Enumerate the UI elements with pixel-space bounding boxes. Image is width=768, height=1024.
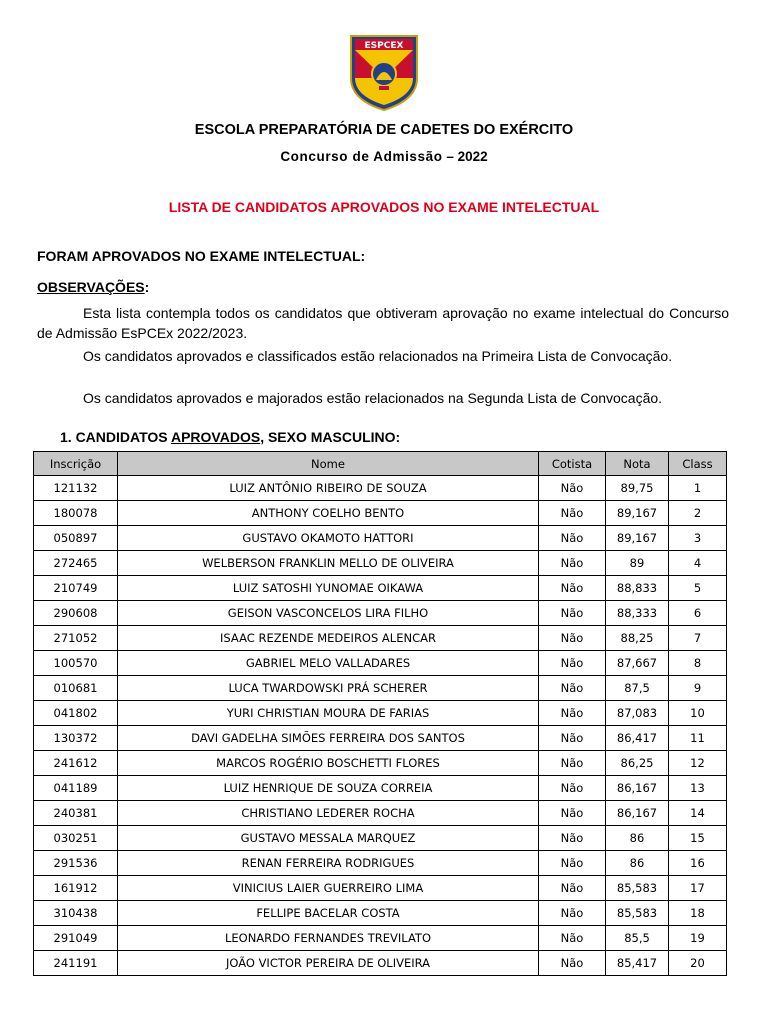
cell-nota: 86,25 xyxy=(606,751,669,776)
table-row xyxy=(34,651,727,676)
cell-nome: VINICIUS LAIER GUERREIRO LIMA xyxy=(118,876,539,901)
col-header-inscricao: Inscrição xyxy=(34,452,118,476)
cell-inscricao: 241612 xyxy=(34,751,118,776)
cell-class: 4 xyxy=(669,551,727,576)
table-row xyxy=(34,876,727,901)
col-header-nome: Nome xyxy=(118,452,539,476)
contest-year: – 2022 xyxy=(446,149,488,164)
cell-class: 12 xyxy=(669,751,727,776)
observation-paragraph xyxy=(37,346,729,366)
cell-cotista: Não xyxy=(539,576,606,601)
cell-cotista: Não xyxy=(539,526,606,551)
emblem-text: ESPCEX xyxy=(364,41,404,51)
table-row xyxy=(34,601,727,626)
cell-class: 19 xyxy=(669,926,727,951)
cell-nome: LUIZ HENRIQUE DE SOUZA CORREIA xyxy=(118,776,539,801)
cell-cotista: Não xyxy=(539,751,606,776)
cell-class: 2 xyxy=(669,501,727,526)
cell-class: 9 xyxy=(669,676,727,701)
cell-nome: RENAN FERREIRA RODRIGUES xyxy=(118,851,539,876)
table-row xyxy=(34,626,727,651)
cell-nota: 85,583 xyxy=(606,901,669,926)
observation-text: Os candidatos aprovados e majorados estão relacionados na Segunda Lista de Convocação. xyxy=(83,390,663,406)
cell-class: 14 xyxy=(669,801,727,826)
table-row xyxy=(34,751,727,776)
table-row xyxy=(34,801,727,826)
cell-cotista: Não xyxy=(539,801,606,826)
cell-inscricao: 100570 xyxy=(34,651,118,676)
cell-class: 15 xyxy=(669,826,727,851)
cell-cotista: Não xyxy=(539,476,606,501)
cell-nome: GABRIEL MELO VALLADARES xyxy=(118,651,539,676)
table-row xyxy=(34,501,727,526)
cell-class: 7 xyxy=(669,626,727,651)
cell-nota: 88,25 xyxy=(606,626,669,651)
observations-label: OBSERVAÇÕES xyxy=(37,279,145,295)
cell-inscricao: 010681 xyxy=(34,676,118,701)
cell-nome: DAVI GADELHA SIMÕES FERREIRA DOS SANTOS xyxy=(118,726,539,751)
cell-inscricao: 161912 xyxy=(34,876,118,901)
cell-nota: 87,5 xyxy=(606,676,669,701)
col-header-class: Class xyxy=(669,452,727,476)
cell-class: 13 xyxy=(669,776,727,801)
cell-class: 17 xyxy=(669,876,727,901)
cell-cotista: Não xyxy=(539,876,606,901)
cell-inscricao: 272465 xyxy=(34,551,118,576)
cell-nota: 86,167 xyxy=(606,801,669,826)
cell-nota: 85,583 xyxy=(606,876,669,901)
cell-inscricao: 241191 xyxy=(34,951,118,976)
cell-nota: 88,833 xyxy=(606,576,669,601)
table-row xyxy=(34,526,727,551)
cell-cotista: Não xyxy=(539,701,606,726)
cell-class: 10 xyxy=(669,701,727,726)
table-row xyxy=(34,701,727,726)
approved-heading: FORAM APROVADOS NO EXAME INTELECTUAL: xyxy=(37,248,366,264)
observations-title xyxy=(37,279,149,295)
cell-nome: GUSTAVO MESSALA MARQUEZ xyxy=(118,826,539,851)
cell-nome: JOÃO VICTOR PEREIRA DE OLIVEIRA xyxy=(118,951,539,976)
cell-cotista: Não xyxy=(539,951,606,976)
espcex-emblem-icon xyxy=(349,34,419,112)
cell-nome: FELLIPE BACELAR COSTA xyxy=(118,901,539,926)
cell-cotista: Não xyxy=(539,626,606,651)
candidates-table xyxy=(33,451,727,976)
section-suffix: , SEXO MASCULINO: xyxy=(260,429,401,445)
table-row xyxy=(34,926,727,951)
cell-nota: 89,167 xyxy=(606,501,669,526)
cell-nota: 86 xyxy=(606,826,669,851)
cell-cotista: Não xyxy=(539,501,606,526)
cell-nota: 86,417 xyxy=(606,726,669,751)
table-row xyxy=(34,826,727,851)
cell-class: 6 xyxy=(669,601,727,626)
cell-class: 5 xyxy=(669,576,727,601)
cell-inscricao: 041802 xyxy=(34,701,118,726)
cell-nota: 86,167 xyxy=(606,776,669,801)
cell-cotista: Não xyxy=(539,851,606,876)
table-row xyxy=(34,901,727,926)
cell-inscricao: 210749 xyxy=(34,576,118,601)
cell-nota: 85,5 xyxy=(606,926,669,951)
cell-nota: 89 xyxy=(606,551,669,576)
cell-inscricao: 271052 xyxy=(34,626,118,651)
school-name: ESCOLA PREPARATÓRIA DE CADETES DO EXÉRCITO xyxy=(194,122,574,138)
cell-class: 20 xyxy=(669,951,727,976)
cell-nome: GUSTAVO OKAMOTO HATTORI xyxy=(118,526,539,551)
table-row xyxy=(34,476,727,501)
cell-inscricao: 121132 xyxy=(34,476,118,501)
cell-inscricao: 130372 xyxy=(34,726,118,751)
cell-cotista: Não xyxy=(539,551,606,576)
cell-class: 8 xyxy=(669,651,727,676)
cell-cotista: Não xyxy=(539,676,606,701)
cell-nome: MARCOS ROGÉRIO BOSCHETTI FLORES xyxy=(118,751,539,776)
cell-inscricao: 030251 xyxy=(34,826,118,851)
section-underlined: APROVADOS xyxy=(170,429,261,445)
cell-nome: GEISON VASCONCELOS LIRA FILHO xyxy=(118,601,539,626)
cell-cotista: Não xyxy=(539,651,606,676)
col-header-cotista: Cotista xyxy=(539,452,606,476)
cell-nome: ANTHONY COELHO BENTO xyxy=(118,501,539,526)
table-row xyxy=(34,851,727,876)
cell-class: 11 xyxy=(669,726,727,751)
cell-class: 3 xyxy=(669,526,727,551)
cell-inscricao: 310438 xyxy=(34,901,118,926)
table-row xyxy=(34,776,727,801)
cell-inscricao: 240381 xyxy=(34,801,118,826)
section-prefix: 1. CANDIDATOS xyxy=(60,429,171,445)
cell-inscricao: 050897 xyxy=(34,526,118,551)
cell-nome: LUIZ SATOSHI YUNOMAE OIKAWA xyxy=(118,576,539,601)
table-row xyxy=(34,676,727,701)
cell-cotista: Não xyxy=(539,826,606,851)
cell-nome: CHRISTIANO LEDERER ROCHA xyxy=(118,801,539,826)
cell-nota: 89,75 xyxy=(606,476,669,501)
cell-cotista: Não xyxy=(539,926,606,951)
cell-nome: LEONARDO FERNANDES TREVILATO xyxy=(118,926,539,951)
cell-inscricao: 041189 xyxy=(34,776,118,801)
cell-nota: 89,167 xyxy=(606,526,669,551)
observation-paragraph xyxy=(37,388,729,408)
cell-class: 16 xyxy=(669,851,727,876)
table-row xyxy=(34,951,727,976)
contest-title xyxy=(0,149,768,164)
observations-colon: : xyxy=(144,279,150,295)
cell-nota: 86 xyxy=(606,851,669,876)
cell-inscricao: 291049 xyxy=(34,926,118,951)
cell-nota: 87,667 xyxy=(606,651,669,676)
cell-nome: ISAAC REZENDE MEDEIROS ALENCAR xyxy=(118,626,539,651)
list-title: LISTA DE CANDIDATOS APROVADOS NO EXAME INTELECTUAL xyxy=(168,199,600,215)
section-heading xyxy=(60,429,400,445)
col-header-nota: Nota xyxy=(606,452,669,476)
observation-paragraph xyxy=(37,303,729,343)
table-row xyxy=(34,576,727,601)
cell-cotista: Não xyxy=(539,901,606,926)
cell-nome: YURI CHRISTIAN MOURA DE FARIAS xyxy=(118,701,539,726)
observation-text: Os candidatos aprovados e classificados estão relacionados na Primeira Lista de Convocação. xyxy=(83,348,673,364)
cell-nome: LUIZ ANTÔNIO RIBEIRO DE SOUZA xyxy=(118,476,539,501)
cell-inscricao: 291536 xyxy=(34,851,118,876)
table-header-row xyxy=(34,452,727,476)
table-row xyxy=(34,551,727,576)
cell-inscricao: 180078 xyxy=(34,501,118,526)
observation-text: Esta lista contempla todos os candidatos que obtiveram aprovação no exame intelectual do Concurso de Admissão EsPCEx 2022/2023. xyxy=(37,305,729,341)
cell-inscricao: 290608 xyxy=(34,601,118,626)
cell-nota: 88,333 xyxy=(606,601,669,626)
contest-label: Concurso de Admissão xyxy=(280,149,443,164)
table-row xyxy=(34,726,727,751)
cell-cotista: Não xyxy=(539,726,606,751)
cell-nota: 87,083 xyxy=(606,701,669,726)
cell-cotista: Não xyxy=(539,776,606,801)
cell-cotista: Não xyxy=(539,601,606,626)
cell-class: 18 xyxy=(669,901,727,926)
cell-class: 1 xyxy=(669,476,727,501)
cell-nota: 85,417 xyxy=(606,951,669,976)
cell-nome: LUCA TWARDOWSKI PRÁ SCHERER xyxy=(118,676,539,701)
cell-nome: WELBERSON FRANKLIN MELLO DE OLIVEIRA xyxy=(118,551,539,576)
